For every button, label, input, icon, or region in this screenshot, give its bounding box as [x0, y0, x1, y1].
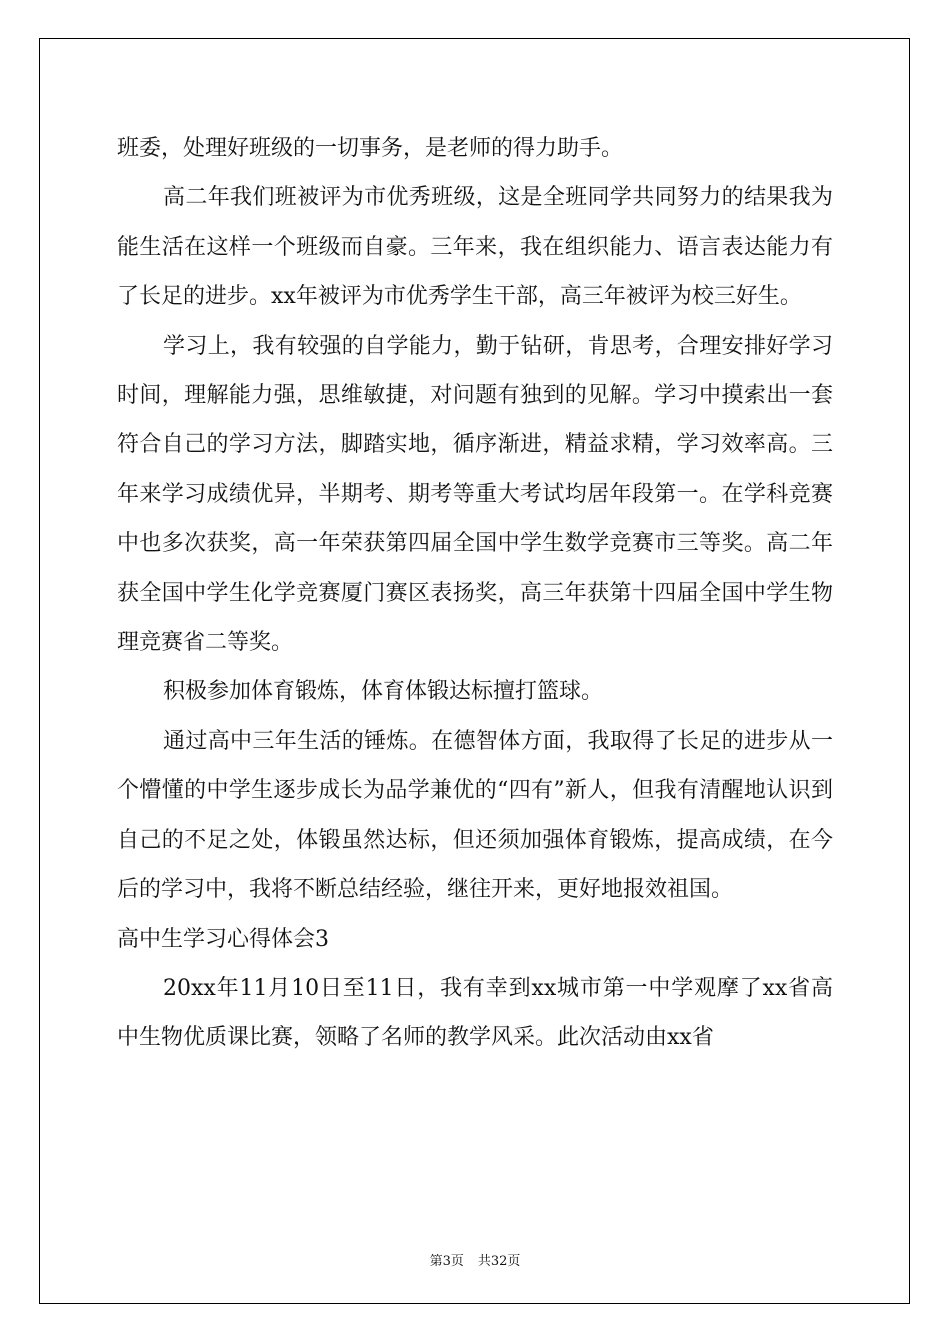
- paragraph-class-honor: 高二年我们班被评为市优秀班级，这是全班同学共同努力的结果我为能生活在这样一个班级而自豪。三年来，我在组织能力、语言表达能力有了长足的进步。xx年被评为市优秀学生干部，高三年被评为校三好生。: [117, 185, 833, 310]
- paragraph-observation: 20xx年11月10日至11日，我有幸到xx城市第一中学观摩了xx省高中生物优质课比赛，领略了名师的教学风采。此次活动由xx省: [117, 975, 833, 1051]
- page-total: 共32页: [477, 1254, 521, 1269]
- page-number: 第3页: [429, 1254, 464, 1269]
- page-footer: [0, 1250, 950, 1269]
- paragraph-continuation: 班委，处理好班级的一切事务，是老师的得力助手。: [117, 136, 624, 161]
- section-heading: 高中生学习心得体会3: [117, 926, 329, 952]
- paragraph-summary: 通过高中三年生活的锤炼。在德智体方面，我取得了长足的进步从一个懵懂的中学生逐步成长为品学兼优的“四有”新人，但我有清醒地认识到自己的不足之处，体锻虽然达标，但还须加强体育锻炼，提高成绩，在今后的学习中，我将不断总结经验，继往开来，更好地报效祖国。: [117, 728, 833, 903]
- document-body: [117, 124, 833, 1063]
- paragraph-sports: 积极参加体育锻炼，体育体锻达标擅打篮球。: [163, 679, 604, 705]
- paragraph-study: 学习上，我有较强的自学能力，勤于钻研，肯思考，合理安排好学习时间，理解能力强，思维敏捷，对问题有独到的见解。学习中摸索出一套符合自己的学习方法，脚踏实地，循序渐进，精益求精，学习效率高。三年来学习成绩优异，半期考、期考等重大考试均居年段第一。在学科竞赛中也多次获奖，高一年荣获第四届全国中学生数学竞赛市三等奖。高二年获全国中学生化学竞赛厦门赛区表扬奖，高三年获第十四届全国中学生物理竞赛省二等奖。: [117, 333, 833, 656]
